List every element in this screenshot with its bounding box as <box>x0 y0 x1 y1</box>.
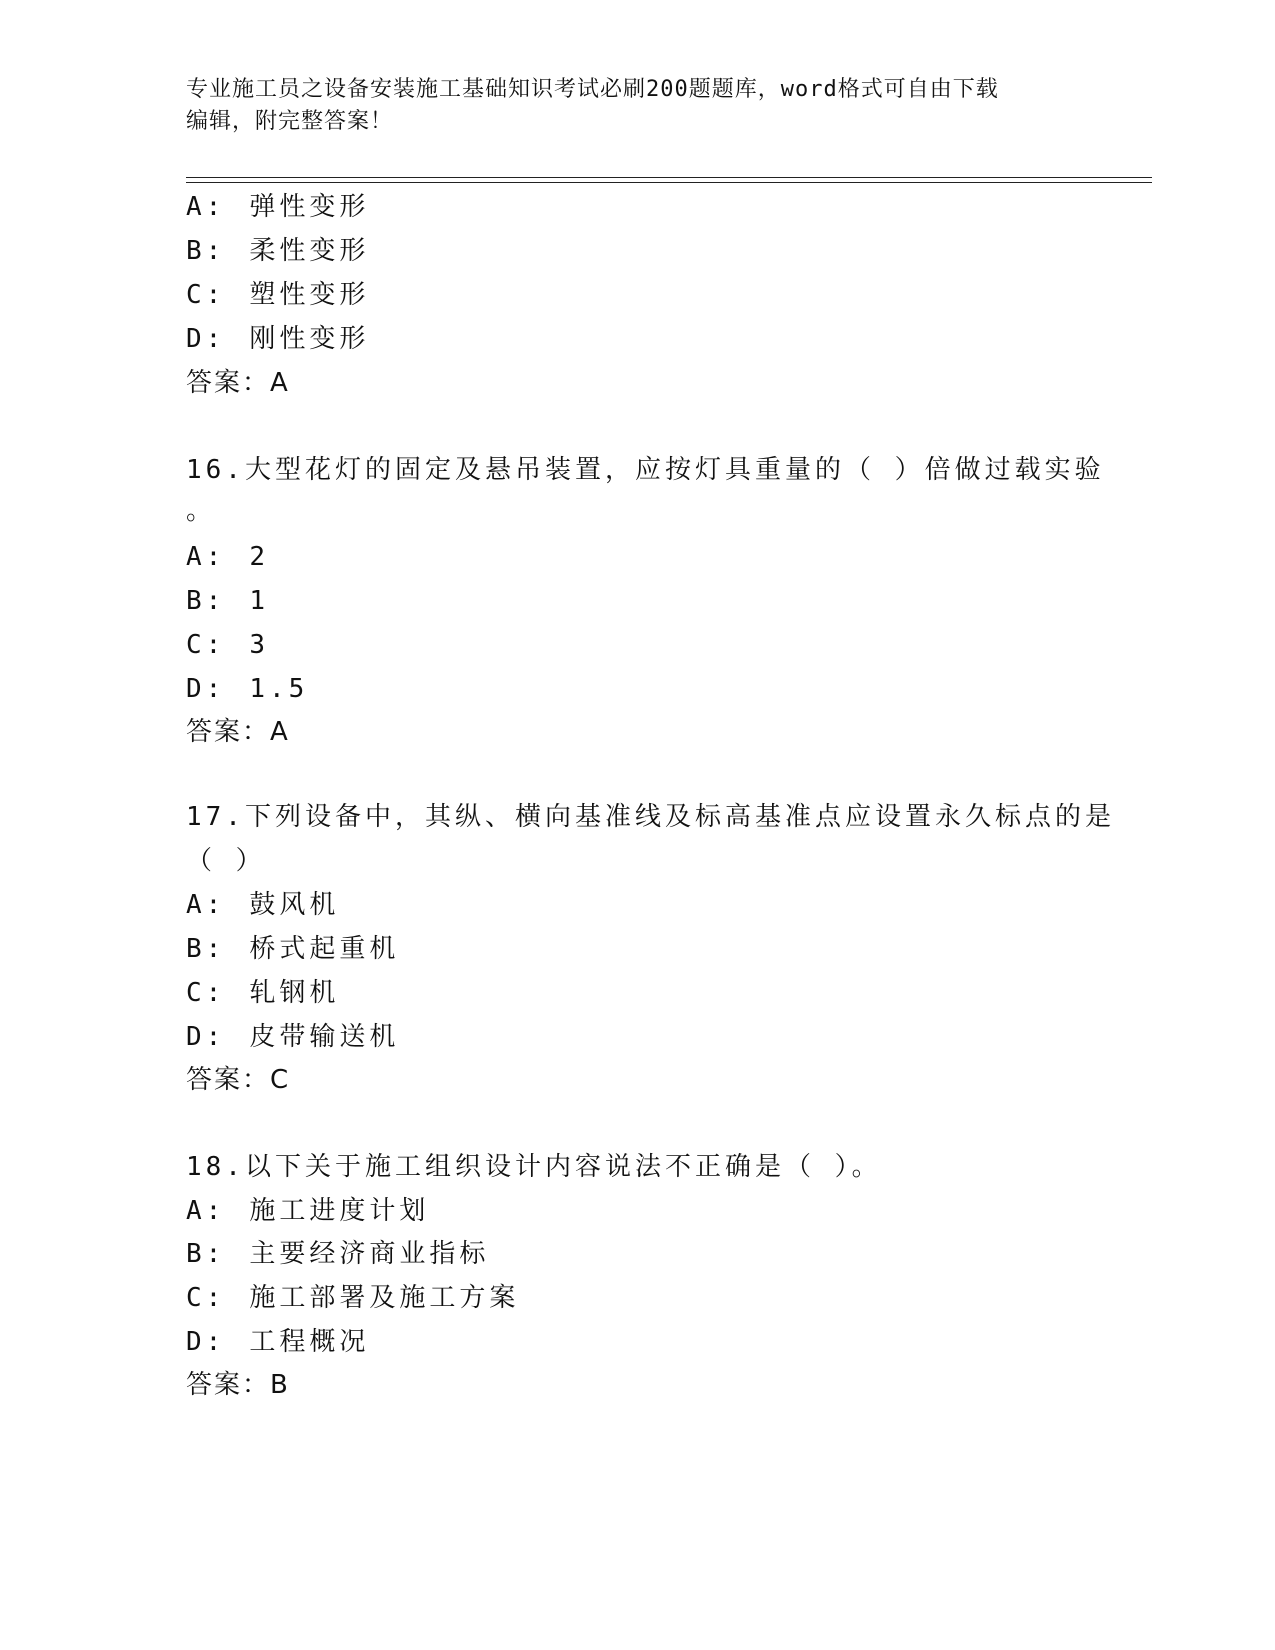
option-letter: C: <box>186 1283 226 1313</box>
option-text: 轧钢机 <box>249 978 340 1008</box>
option-letter: D: <box>186 1022 226 1052</box>
option-letter: B: <box>186 934 226 964</box>
option-text: 施工部署及施工方案 <box>249 1283 520 1313</box>
option-text: 1 <box>249 586 269 616</box>
q18-answer: 答案：B <box>186 1370 290 1400</box>
q17-option-b <box>186 932 399 966</box>
q17-option-d <box>186 1020 399 1054</box>
q17-stem-line-2: （ ） <box>186 846 266 876</box>
q18-option-d <box>186 1325 369 1359</box>
q16-option-a <box>186 540 269 574</box>
header-divider-bottom <box>186 182 1152 183</box>
option-text: 2 <box>249 542 269 572</box>
q15-answer: 答案：A <box>186 368 290 398</box>
option-letter: D: <box>186 1327 226 1357</box>
q17-option-a <box>186 888 339 922</box>
header-line-1: 专业施工员之设备安装施工基础知识考试必刷200题题库，word格式可自由下载 <box>186 77 999 102</box>
q15-option-b <box>186 234 369 268</box>
option-text: 塑性变形 <box>249 280 370 310</box>
option-letter: B: <box>186 1239 226 1269</box>
option-letter: C: <box>186 280 226 310</box>
document-header <box>186 74 1086 138</box>
option-letter: D: <box>186 324 226 354</box>
option-letter: A: <box>186 890 226 920</box>
option-text: 桥式起重机 <box>249 934 400 964</box>
q15-option-c <box>186 278 369 312</box>
option-text: 刚性变形 <box>249 324 370 354</box>
option-letter: C: <box>186 978 226 1008</box>
q15-option-d <box>186 322 369 356</box>
option-letter: B: <box>186 586 226 616</box>
option-text: 主要经济商业指标 <box>249 1239 490 1269</box>
q16-option-b <box>186 584 269 618</box>
option-text: 鼓风机 <box>249 890 340 920</box>
q15-option-a <box>186 190 369 224</box>
q16-stem-line-2: 。 <box>186 496 217 526</box>
option-text: 3 <box>249 630 269 660</box>
option-text: 皮带输送机 <box>249 1022 400 1052</box>
header-divider-top <box>186 177 1152 178</box>
q16-answer: 答案：A <box>186 717 290 747</box>
option-text: 工程概况 <box>249 1327 370 1357</box>
q17-stem-line-1: 17.下列设备中，其纵、横向基准线及标高基准点应设置永久标点的是 <box>186 802 1115 832</box>
q16-option-c <box>186 628 269 662</box>
q17-answer: 答案：C <box>186 1065 291 1095</box>
q16-stem-line-1: 16.大型花灯的固定及悬吊装置，应按灯具重量的（ ）倍做过载实验 <box>186 455 1105 485</box>
option-letter: A: <box>186 192 226 222</box>
q16-option-d <box>186 672 308 706</box>
option-letter: A: <box>186 542 226 572</box>
option-text: 弹性变形 <box>249 192 370 222</box>
option-text: 柔性变形 <box>249 236 370 266</box>
option-letter: D: <box>186 674 226 704</box>
option-letter: A: <box>186 1196 226 1226</box>
q17-option-c <box>186 976 339 1010</box>
q18-option-b <box>186 1237 489 1271</box>
q18-option-a <box>186 1194 429 1228</box>
option-letter: C: <box>186 630 226 660</box>
option-text: 施工进度计划 <box>249 1196 430 1226</box>
q18-stem-line-1: 18.以下关于施工组织设计内容说法不正确是（ ）。 <box>186 1152 882 1182</box>
header-line-2: 编辑，附完整答案！ <box>186 109 394 134</box>
option-letter: B: <box>186 236 226 266</box>
q18-option-c <box>186 1281 519 1315</box>
option-text: 1.5 <box>249 674 309 704</box>
